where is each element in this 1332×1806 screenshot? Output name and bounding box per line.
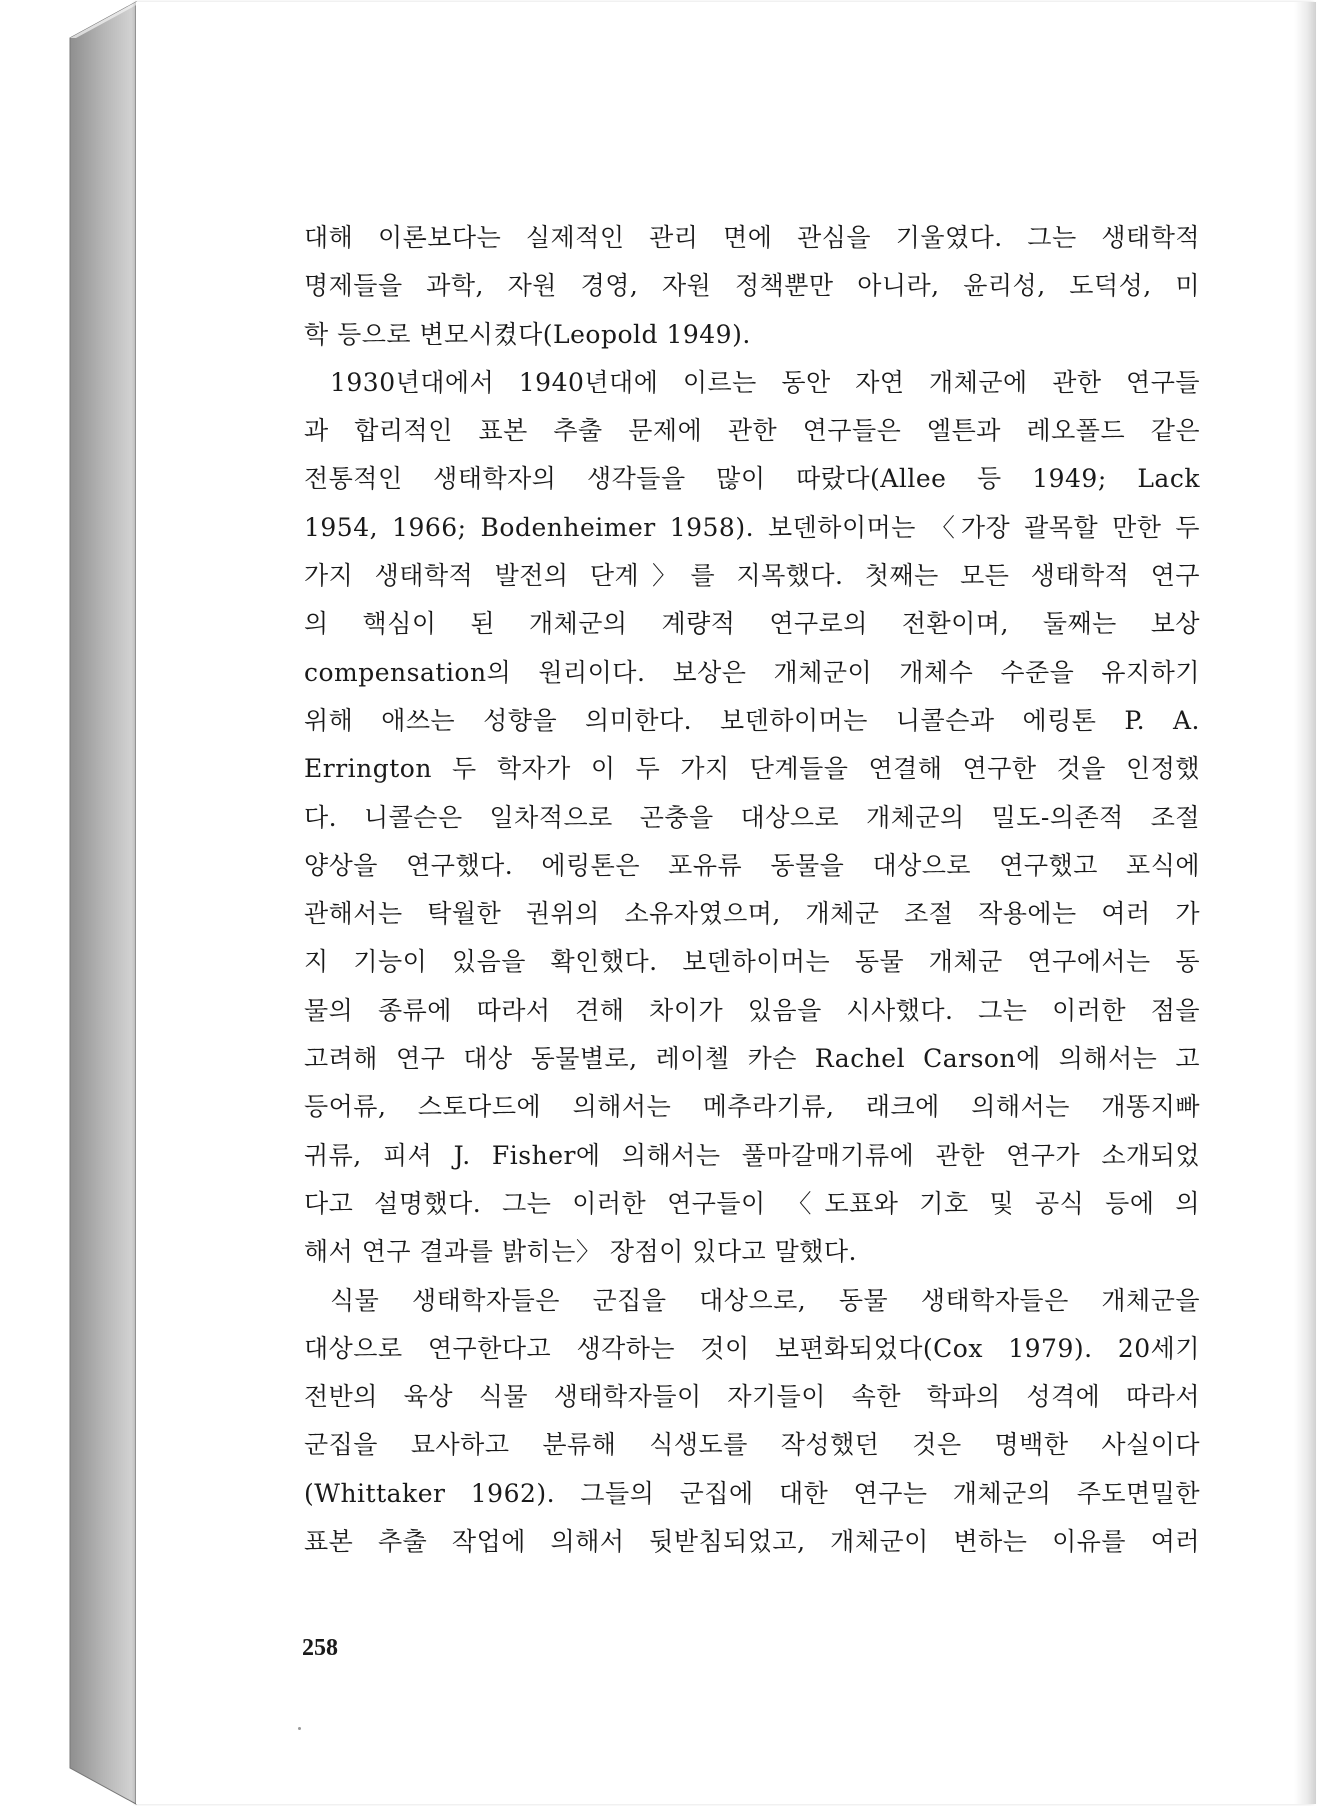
text-line: 대해 이론보다는 실제적인 관리 면에 관심을 기울였다. 그는 생태학적 xyxy=(304,223,1200,252)
text-line: 지 기능이 있음을 확인했다. 보덴하이머는 동물 개체군 연구에서는 동 xyxy=(304,947,1200,977)
text-line: 과 합리적인 표본 추출 문제에 관한 연구들은 엘튼과 레오폴드 같은 xyxy=(304,416,1200,446)
body-text xyxy=(304,214,1200,1566)
text-line: 전반의 육상 식물 생태학자들이 자기들이 속한 학파의 성격에 따라서 xyxy=(304,1382,1200,1412)
text-line: 군집을 묘사하고 분류해 식생도를 작성했던 것은 명백한 사실이다 xyxy=(304,1430,1200,1460)
text-line: 표본 추출 작업에 의해서 뒷받침되었고, 개체군이 변하는 이유를 여러 xyxy=(304,1527,1200,1557)
text-line: 관해서는 탁월한 권위의 소유자였으며, 개체군 조절 작용에는 여러 가 xyxy=(304,899,1200,929)
paragraph-start: 식물 생태학자들은 군집을 대상으로, 동물 생태학자들은 개체군을 xyxy=(330,1285,1200,1315)
text-line: 양상을 연구했다. 에링톤은 포유류 동물을 대상으로 연구했고 포식에 xyxy=(304,850,1200,880)
text-line: 학 등으로 변모시켰다(Leopold 1949). xyxy=(304,319,751,349)
text-line: 1954, 1966; Bodenheimer 1958). 보덴하이머는 〈가장 괄목할 만한 두 xyxy=(304,512,1200,542)
print-speck xyxy=(298,1727,301,1730)
text-line: 의 핵심이 된 개체군의 계량적 연구로의 전환이며, 둘째는 보상 xyxy=(304,609,1200,639)
text-line: (Whittaker 1962). 그들의 군집에 대한 연구는 개체군의 주도면밀한 xyxy=(304,1478,1200,1508)
text-line: Errington 두 학자가 이 두 가지 단계들을 연결해 연구한 것을 인정했 xyxy=(304,754,1200,784)
text-line: 고려해 연구 대상 동물별로, 레이첼 카슨 Rachel Carson에 의해서는 고 xyxy=(304,1044,1200,1074)
text-line: 다고 설명했다. 그는 이러한 연구들이 〈도표와 기호 및 공식 등에 의 xyxy=(304,1188,1200,1218)
text-line: 물의 종류에 따라서 견해 차이가 있음을 시사했다. 그는 이러한 점을 xyxy=(304,995,1200,1025)
text-line: 전통적인 생태학자의 생각들을 많이 따랐다(Allee 등 1949; Lack xyxy=(304,464,1200,494)
text-line: 위해 애쓰는 성향을 의미한다. 보덴하이머는 니콜슨과 에링톤 P. A. xyxy=(304,705,1200,735)
paragraph-start: 1930년대에서 1940년대에 이르는 동안 자연 개체군에 관한 연구들 xyxy=(330,367,1200,397)
text-line: 귀류, 피셔 J. Fisher에 의해서는 풀마갈매기류에 관한 연구가 소개되었 xyxy=(304,1140,1200,1170)
text-line: compensation의 원리이다. 보상은 개체군이 개체수 수준을 유지하기 xyxy=(304,657,1200,687)
page-edge-shadow xyxy=(1294,2,1316,1804)
text-line: 가지 생태학적 발전의 단계〉를 지목했다. 첫째는 모든 생태학적 연구 xyxy=(304,561,1200,591)
text-line: 대상으로 연구한다고 생각하는 것이 보편화되었다(Cox 1979). 20세기 xyxy=(304,1333,1200,1363)
text-line: 해서 연구 결과를 밝히는〉 장점이 있다고 말했다. xyxy=(304,1237,857,1267)
text-line: 다. 니콜슨은 일차적으로 곤충을 대상으로 개체군의 밀도-의존적 조절 xyxy=(304,802,1200,832)
text-line: 등어류, 스토다드에 의해서는 메추라기류, 래크에 의해서는 개똥지빠 xyxy=(304,1092,1200,1122)
page-number: 258 xyxy=(302,1635,338,1661)
text-line: 명제들을 과학, 자원 경영, 자원 정책뿐만 아니라, 윤리성, 도덕성, 미 xyxy=(304,271,1200,301)
